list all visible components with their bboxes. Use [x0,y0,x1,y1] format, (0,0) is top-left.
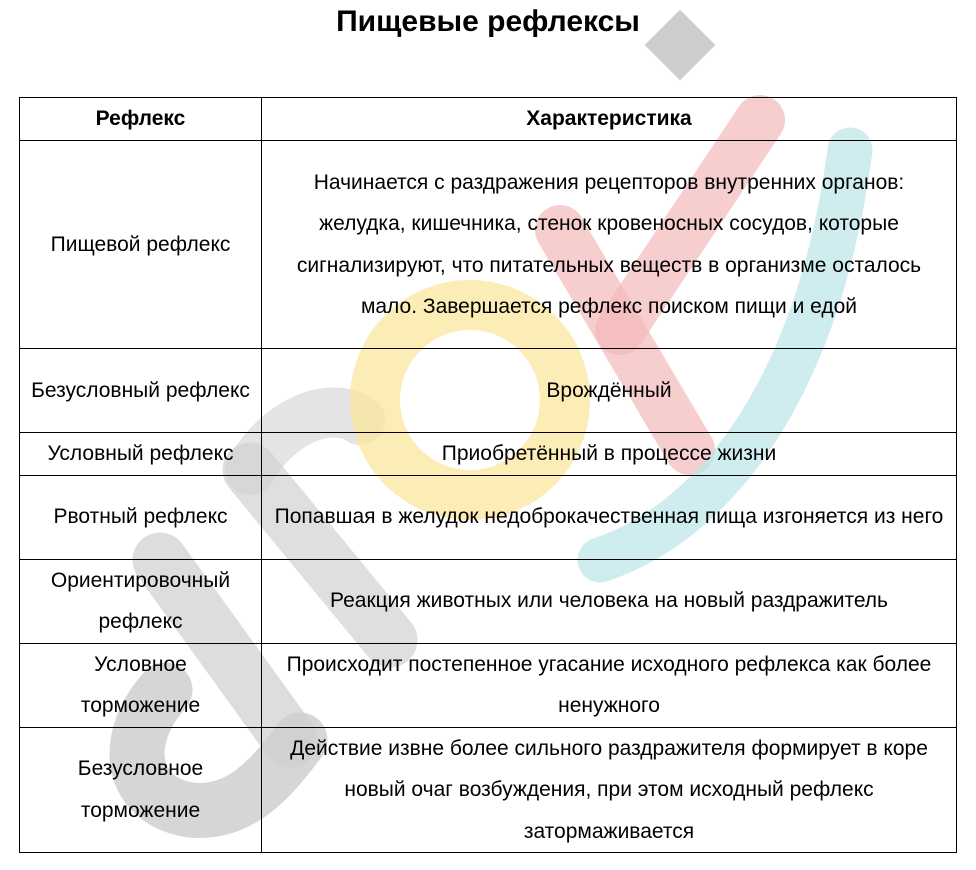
reflex-cell: Безусловное торможение [20,727,262,853]
page-title: Пищевые рефлексы [336,5,640,38]
description-cell: Действие извне более сильного раздражителя формирует в коре новый очаг возбуждения, при этом исходный рефлекс затормаживается [262,727,957,853]
reflex-table [19,97,957,853]
table-row [20,349,957,433]
table-row [20,643,957,727]
reflex-cell: Рвотный рефлекс [20,475,262,559]
reflex-cell: Условный рефлекс [20,433,262,476]
description-cell: Начинается с раздражения рецепторов внутренних органов: желудка, кишечника, стенок кровеносных сосудов, которые сигнализируют, что питательных веществ в организме осталось мало. Завершается рефлекс поиском пищи и едой [262,141,957,349]
table-row [20,727,957,853]
reflex-cell: Условное торможение [20,643,262,727]
column-header-characteristic: Характеристика [262,98,957,141]
description-cell: Попавшая в желудок недоброкачественная пища изгоняется из него [262,475,957,559]
table-header-row [20,98,957,141]
table-row [20,141,957,349]
description-cell: Врождённый [262,349,957,433]
table-row [20,433,957,476]
reflex-cell: Безусловный рефлекс [20,349,262,433]
column-header-reflex: Рефлекс [20,98,262,141]
description-cell: Реакция животных или человека на новый раздражитель [262,559,957,643]
reflex-cell: Пищевой рефлекс [20,141,262,349]
table-row [20,559,957,643]
reflex-cell: Ориентировочный рефлекс [20,559,262,643]
description-cell: Происходит постепенное угасание исходного рефлекса как более ненужного [262,643,957,727]
description-cell: Приобретённый в процессе жизни [262,433,957,476]
table-row [20,475,957,559]
